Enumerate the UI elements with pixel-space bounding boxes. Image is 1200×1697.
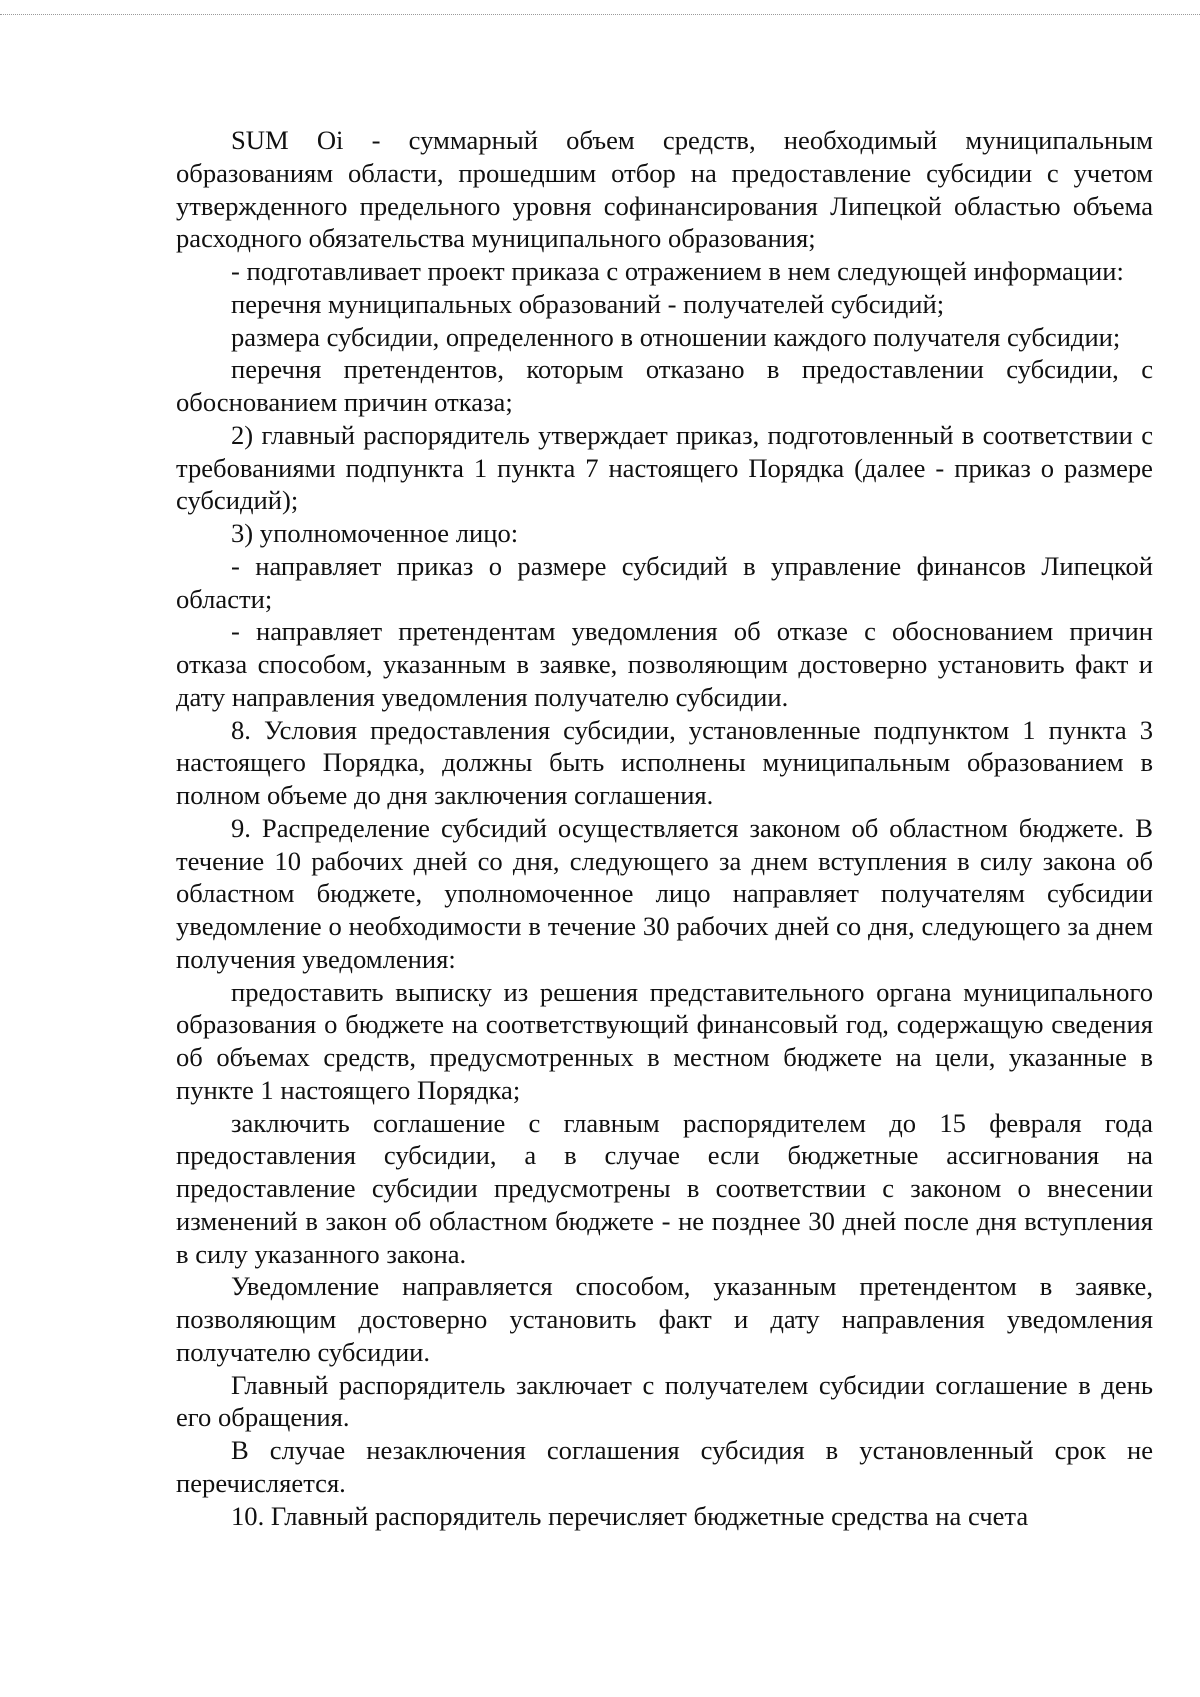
paragraph-prepare-order: - подготавливает проект приказа с отражением в нем следующей информации: bbox=[231, 256, 1124, 286]
paragraph-section-8: 8. Условия предоставления субсидии, установленные подпунктом 1 пункта 3 настоящего Порядка, должны быть исполнены муниципальным образованием в полном объеме до дня заключения соглашения. bbox=[176, 714, 1153, 810]
paragraph-send-order: - направляет приказ о размере субсидий в управление финансов Липецкой области; bbox=[176, 550, 1153, 614]
paragraph-item-3: 3) уполномоченное лицо: bbox=[231, 518, 519, 548]
paragraph-provide-extract: предоставить выписку из решения представительного органа муниципального образования о бюджете на соответствующий финансовый год, содержащую сведения об объемах средств, предусмотренных в местном бюджете на цели, указанные в пункте 1 настоящего Порядка; bbox=[176, 976, 1153, 1105]
paragraph-sum-oi-definition: SUM Oi - суммарный объем средств, необходимый муниципальным образованиям области, прошедшим отбор на предоставление субсидии с учетом утвержденного предельного уровня софинансирования Липецкой областью объема расходного обязательства муниципального образования; bbox=[176, 125, 1153, 254]
scan-top-edge bbox=[0, 14, 1200, 15]
paragraph-notification-method: Уведомление направляется способом, указанным претендентом в заявке, позволяющим достоверно установить факт и дату направления уведомления получателю субсидии. bbox=[176, 1271, 1153, 1367]
paragraph-conclude-agreement: заключить соглашение с главным распорядителем до 15 февраля года предоставления субсидии, а в случае если бюджетные ассигнования на предоставление субсидии предусмотрены в соответствии с законом о внесении изменений в закон об областном бюджете - не позднее 30 дней после дня вступления в силу указанного закона. bbox=[176, 1107, 1153, 1269]
paragraph-section-10: 10. Главный распорядитель перечисляет бюджетные средства на счета bbox=[231, 1500, 1029, 1531]
paragraph-agreement-day: Главный распорядитель заключает с получателем субсидии соглашение в день его обращения. bbox=[176, 1369, 1153, 1433]
paragraph-refused-applicants: перечня претендентов, которым отказано в предоставлении субсидии, с обоснованием причин отказа; bbox=[176, 354, 1153, 417]
paragraph-section-9: 9. Распределение субсидий осуществляется законом об областном бюджете. В течение 10 рабочих дней со дня, следующего за днем вступления в силу закона об областном бюджете, уполномоченное лицо направляет получателям субсидии уведомление о необходимости в течение 30 рабочих дней со дня, следующего за днем получения уведомления: bbox=[176, 812, 1153, 974]
paragraph-no-transfer: В случае незаключения соглашения субсидия в установленный срок не перечисляется. bbox=[176, 1435, 1153, 1498]
paragraph-send-refusals: - направляет претендентам уведомления об отказе с обоснованием причин отказа способом, указанным в заявке, позволяющим достоверно установить факт и дату направления уведомления получателю субсидии. bbox=[176, 616, 1153, 712]
document-body bbox=[176, 124, 1153, 1532]
paragraph-subsidy-size: размера субсидии, определенного в отношении каждого получателя субсидии; bbox=[231, 321, 1121, 352]
paragraph-item-2: 2) главный распорядитель утверждает приказ, подготовленный в соответствии с требованиями подпункта 1 пункта 7 настоящего Порядка (далее - приказ о размере субсидий); bbox=[176, 419, 1153, 516]
paragraph-list-municipalities: перечня муниципальных образований - получателей субсидий; bbox=[231, 288, 945, 319]
